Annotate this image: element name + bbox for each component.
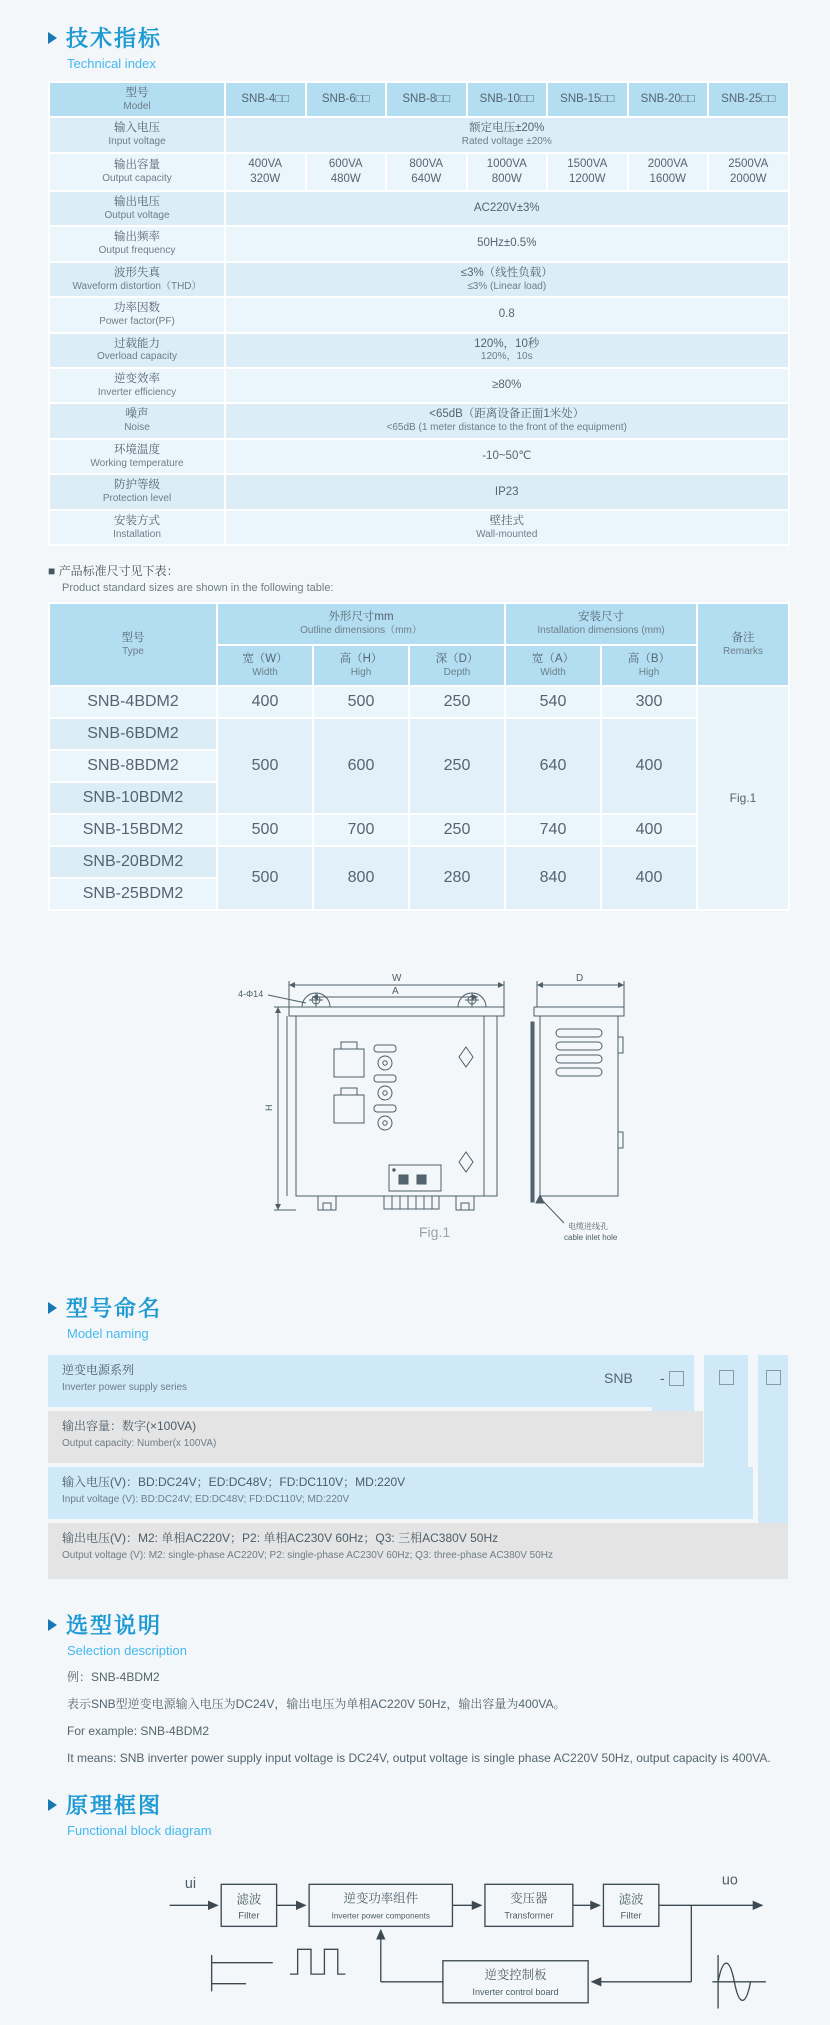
section-selection-header [48,1609,788,1658]
block-filter1-en: Filter [238,1910,260,1922]
spec-model-col: SNB-25□□ [708,82,789,117]
dims-row: SNB-20BDM2 500 800 280 840 400 [49,846,789,878]
spec-model-col: SNB-4□□ [225,82,306,117]
spec-row-protection: 防护等级 Protection level IP23 [49,474,789,509]
dims-row: SNB-25BDM2 [49,878,789,910]
spec-model-col: SNB-20□□ [628,82,709,117]
block-transformer-en: Transformer [504,1910,554,1921]
fig-label-a: A [392,986,399,997]
block-control-en: Inverter control board [472,1987,559,1998]
diagram-output-label: uo [721,1872,738,1889]
spec-row-input-voltage: 输入电压 Input voltage 额定电压±20% Rated voltage ±20% [49,117,789,152]
model-naming-diagram [48,1355,788,1583]
selection-example-zh: 例：SNB-4BDM2 [67,1670,160,1684]
figure-drawing [234,937,664,1280]
block-filter2-zh: 滤波 [618,1892,644,1907]
block-diagram [156,1848,788,2025]
section-arrow-icon [48,1302,57,1314]
dims-row: SNB-10BDM2 [49,782,789,814]
fig-label-holes: 4-Φ14 [238,989,264,999]
spec-model-col: SNB-10□□ [467,82,548,117]
square-placeholder-icon [766,1370,781,1385]
dims-row: SNB-15BDM2 500 700 250 740 400 [49,814,789,846]
spec-row-thd: 波形失真 Waveform distortion（THD） ≤3%（线性负载） ≤3% (Linear load) [49,262,789,297]
block-power-en: Inverter power components [331,1911,430,1921]
dims-note: ■ 产品标准尺寸见下表： Product standard sizes are shown in the following table: [48,564,334,595]
fig-label-w: W [392,973,402,984]
selection-example-en: For example: SNB-4BDM2 [67,1724,210,1738]
section-technical-header [48,22,788,71]
section-block-header [48,1789,788,1838]
block-filter1-zh: 滤波 [236,1892,262,1907]
naming-row-input-voltage: 输入电压(V)：BD:DC24V；ED:DC48V；FD:DC110V；MD:220V Input voltage (V): BD:DC24V; ED:DC48V; FD:DC110V; MD:220V [48,1467,753,1519]
section-title-zh: 技术指标 [66,26,163,51]
naming-prefix: SNB [604,1370,633,1386]
selection-meaning-en: It means: SNB inverter power supply input voltage is DC24V, output voltage is single phase AC220V 50Hz, output capacity is 400VA. [67,1751,771,1765]
dims-row: SNB-4BDM2 400 500 250 540 300 Fig.1 [49,686,789,718]
section-naming-header [48,1292,788,1341]
dims-row: SNB-8BDM2 [49,750,789,782]
spec-model-col: SNB-6□□ [306,82,387,117]
dims-row: SNB-6BDM2 500 600 250 640 400 [49,718,789,750]
dims-remark-cell: Fig.1 [697,686,789,910]
block-power-zh: 逆变功率组件 [343,1891,419,1906]
section-title-en: Functional block diagram [67,1823,212,1838]
fig-label-h: H [264,1104,274,1111]
spec-model-col: SNB-8□□ [386,82,467,117]
spec-header-model: 型号 Model [49,82,225,117]
section-arrow-icon [48,1619,57,1631]
fig-label-inlet-en: cable inlet hole [564,1233,618,1242]
block-transformer-zh: 变压器 [510,1891,548,1906]
section-title-zh: 型号命名 [66,1296,163,1321]
spec-row-efficiency: 逆变效率 Inverter efficiency ≥80% [49,368,789,403]
spec-row-power-factor: 功率因数 Power factor(PF) 0.8 [49,297,789,332]
spec-header-row [49,82,789,117]
dims-header-row1: 型号 Type 外形尺寸mm Outline dimensions（mm） 安装尺寸 Installation dimensions (mm) 备注 Remarks [49,603,789,644]
section-arrow-icon [48,1799,57,1811]
spec-row-output-capacity: 输出容量 Output capacity 400VA 320W 600VA 480W 800VA 640W 1000VA 800W 1500VA 1200W 2000VA 1600W 2500VA 2000W [49,153,789,191]
block-filter2-en: Filter [620,1910,642,1922]
selection-meaning-zh: 表示SNB型逆变电源输入电压为DC24V，输出电压为单相AC220V 50Hz，输出容量为400VA。 [67,1697,566,1711]
fig-label-d: D [576,973,584,984]
dims-header-row2: 宽（W） Width 高（H） High 深（D） Depth 宽（A） Width 高（B） High [49,645,789,686]
section-title-zh: 选型说明 [66,1613,163,1638]
square-placeholder-icon [669,1371,684,1386]
spec-row-output-voltage: 输出电压 Output voltage AC220V±3% [49,191,789,226]
block-control-zh: 逆变控制板 [484,1967,547,1982]
section-arrow-icon [48,32,57,44]
naming-box-2 [719,1370,734,1385]
dims-table [48,602,790,911]
section-title-en: Model naming [67,1326,149,1341]
fig-label-inlet-zh: 电缆进线孔 [568,1222,608,1231]
figure-caption: Fig.1 [419,1224,451,1240]
section-title-zh: 原理框图 [66,1793,163,1818]
naming-box-3 [766,1370,781,1385]
spec-row-temperature: 环境温度 Working temperature -10~50℃ [49,439,789,474]
spec-row-noise: 噪声 Noise <65dB（距离设备正面1米处） <65dB (1 meter distance to the front of the equipment) [49,403,789,438]
selection-text [67,1668,788,1767]
naming-box-1: - [660,1370,684,1386]
diagram-input-label: ui [184,1876,197,1893]
spec-row-overload: 过载能力 Overload capacity 120%，10秒 120%，10s [49,333,789,368]
spec-row-installation: 安装方式 Installation 壁挂式 Wall-mounted [49,510,789,545]
section-title-en: Technical index [67,56,156,71]
naming-row-output-voltage: 输出电压(V)：M2: 单相AC220V；P2: 单相AC230V 60Hz；Q3: 三相AC380V 50Hz Output voltage (V): M2: single-phase AC220V; P2: single-phase AC230V 60Hz; Q3: three-phase AC380V 50Hz [48,1523,788,1579]
spec-row-output-frequency: 输出频率 Output frequency 50Hz±0.5% [49,226,789,261]
square-placeholder-icon [719,1370,734,1385]
section-title-en: Selection description [67,1643,187,1658]
naming-row-series: 逆变电源系列 Inverter power supply series [48,1355,653,1407]
naming-row-capacity: 输出容量：数字(×100VA) Output capacity: Number(x 100VA) [48,1411,703,1463]
spec-table [48,81,790,546]
spec-model-col: SNB-15□□ [547,82,628,117]
